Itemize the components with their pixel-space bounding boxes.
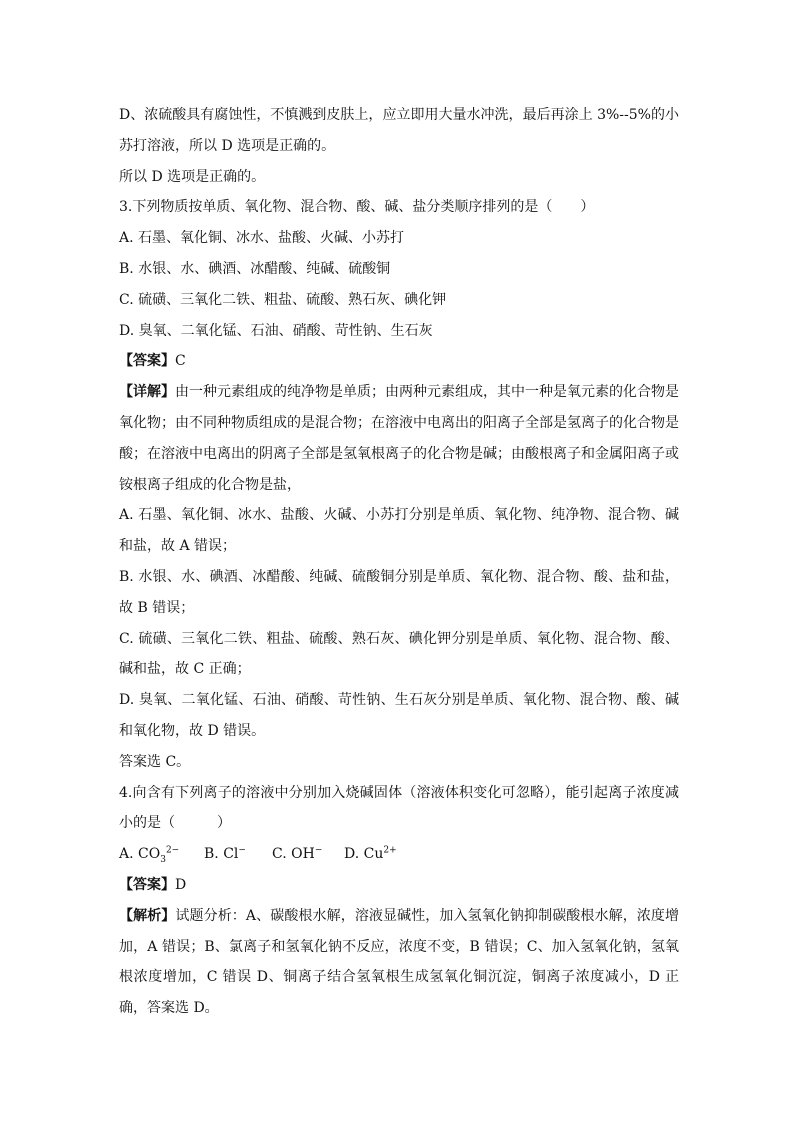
q4-option-a-sub: 3 (160, 854, 166, 865)
q4-answer-value: D (175, 876, 187, 893)
q2-option-d-explanation: D、浓硫酸具有腐蚀性，不慎溅到皮肤上，应立即用大量水冲洗，最后再涂上 3%--5%的小苏打溶液，所以 D 选项是正确的。 (119, 107, 679, 154)
q3-option-b: B. 水银、水、碘酒、冰醋酸、纯碱、硫酸铜 (119, 260, 391, 277)
q4-option-d-sup: 2+ (383, 845, 397, 856)
q3-analysis-b: B. 水银、水、碘酒、冰醋酸、纯碱、硫酸铜分别是单质、氧化物、混合物、酸、盐和盐，故 B 错误； (119, 568, 679, 616)
q4-option-d-text: D. Cu (344, 846, 384, 863)
q4-answer (119, 870, 679, 901)
q3-answer-value: C (175, 353, 186, 370)
q4-option-d (344, 839, 424, 870)
q4-option-a (119, 839, 204, 870)
q2-conclusion: 所以 D 选项是正确的。 (119, 168, 266, 185)
q4-analysis-label: 【解析】 (119, 907, 176, 924)
q3-analysis-a: A. 石墨、氧化铜、冰水、盐酸、火碱、小苏打分别是单质、氧化物、纯净物、混合物、碱和盐，故 A 错误； (119, 507, 679, 555)
q4-analysis-text: 试题分析：A、碳酸根水解，溶液显碱性，加入氢氧化钠抑制碳酸根水解，浓度增加，A 错误；B、氯离子和氢氧化钠不反应，浓度不变，B 错误；C、加入氢氧化钠，氢氧根浓度增加，C 错误 D、铜离子结合氢氧根生成氢氧化铜沉淀，铜离子浓度减小，D 正确，答案选 D。 (119, 907, 680, 1017)
q3-option-a: A. 石墨、氧化铜、冰水、盐酸、火碱、小苏打 (119, 230, 405, 247)
q4-option-c-sup: − (314, 845, 323, 856)
q3-detail (119, 377, 679, 500)
q4-option-b (204, 839, 272, 870)
q3-option-c: C. 硫磺、三氧化二铁、粗盐、硫酸、熟石灰、碘化钾 (119, 291, 447, 308)
q4-option-c (272, 839, 344, 870)
q3-final-answer: 答案选 C。 (119, 753, 191, 770)
q3-analysis-d: D. 臭氧、二氧化锰、石油、硝酸、苛性钠、生石灰分别是单质、氧化物、混合物、酸、碱和氧化物，故 D 错误。 (119, 692, 679, 739)
q3-answer-label: 【答案】 (119, 353, 175, 370)
q3-detail-label: 【详解】 (119, 384, 175, 401)
q4-stem: 4.向含有下列离子的溶液中分别加入烧碱固体（溶液体积变化可忽略），能引起离子浓度减小的是（ ） (119, 784, 679, 832)
q4-analysis (119, 901, 679, 1024)
q4-option-c-text: C. OH (272, 846, 315, 863)
page-content (119, 100, 679, 1024)
q3-stem: 3.下列物质按单质、氧化物、混合物、酸、碱、盐分类顺序排列的是（ ） (119, 199, 595, 216)
q3-detail-text: 由一种元素组成的纯净物是单质；由两种元素组成，其中一种是氧元素的化合物是氧化物；由不同种物质组成的是混合物；在溶液中电离出的阳离子全部是氢离子的化合物是酸；在溶液中电离出的阴离子全部是氢氧根离子的化合物是碱；由酸根离子和金属阳离子或铵根离子组成的化合物是盐， (119, 384, 679, 493)
q3-option-d: D. 臭氧、二氧化锰、石油、硝酸、苛性钠、生石灰 (119, 322, 433, 339)
q3-answer (119, 346, 679, 377)
q4-option-b-text: B. Cl (204, 846, 239, 863)
q4-option-a-sup: 2− (165, 845, 180, 856)
q4-option-a-text: A. CO (119, 846, 161, 863)
q4-answer-label: 【答案】 (119, 876, 175, 893)
q4-option-b-sup: − (238, 845, 246, 856)
q4-options (119, 839, 679, 870)
q3-analysis-c: C. 硫磺、三氧化二铁、粗盐、硫酸、熟石灰、碘化钾分别是单质、氧化物、混合物、酸、碱和盐，故 C 正确； (119, 630, 679, 678)
